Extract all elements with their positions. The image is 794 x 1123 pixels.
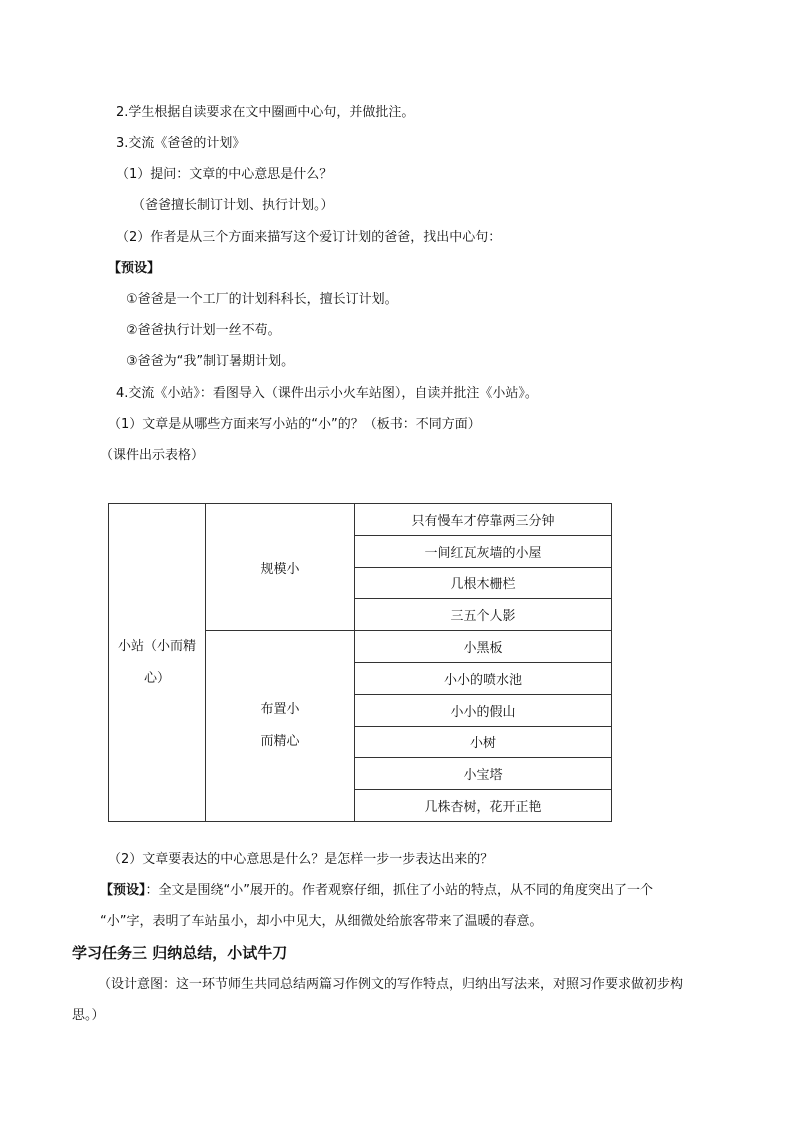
preset-2 — [100, 881, 653, 901]
preset-item-3: ③爸爸为“我”制订暑期计划。 — [126, 354, 295, 369]
paragraph-step-3: 3.交流《爸爸的计划》 — [116, 136, 246, 151]
design-intent-line-2: 思。） — [72, 1008, 105, 1023]
table-cell: 只有慢车才停靠两三分钟 — [355, 504, 612, 536]
table-cell: 小树 — [355, 726, 612, 758]
group2-line-1: 布置小 — [260, 702, 300, 718]
root-line-2: 心） — [143, 670, 170, 686]
group-scale-cell: 规模小 — [206, 504, 355, 631]
design-intent-line-1: （设计意图：这一环节师生共同总结两篇习作例文的写作特点，归纳出写法来，对照习作要求做初步构 — [98, 977, 684, 992]
group-layout-cell — [206, 631, 355, 822]
table-cell: 一间红瓦灰墙的小屋 — [355, 535, 612, 567]
question-1: （1）提问：文章的中心意思是什么？ — [116, 167, 333, 182]
preset-2-label: 【预设】 — [100, 883, 146, 898]
table-cell: 三五个人影 — [355, 599, 612, 631]
preset-item-1: ①爸爸是一个工厂的计划科科长，擅长订计划。 — [126, 292, 398, 307]
question-2: （2）作者是从三个方面来描写这个爱订计划的爸爸，找出中心句： — [116, 230, 502, 245]
question-4: （2）文章要表达的中心意思是什么？是怎样一步一步表达出来的？ — [108, 852, 494, 867]
answer-1: （爸爸擅长制订计划、执行计划。） — [132, 198, 334, 213]
table-cell: 小小的喷水池 — [355, 662, 612, 694]
section-heading-task-3: 学习任务三 归纳总结，小试牛刀 — [72, 944, 288, 962]
table-cell: 小黑板 — [355, 631, 612, 663]
table-root-cell — [109, 504, 206, 822]
xiaozhan-table — [108, 503, 612, 822]
preset-2-continuation: “小”字，表明了车站虽小，却小中见大，从细微处给旅客带来了温暖的春意。 — [100, 914, 543, 929]
preset-item-2: ②爸爸执行计划一丝不苟。 — [126, 323, 281, 338]
table-cell: 几根木栅栏 — [355, 567, 612, 599]
question-3: （1）文章是从哪些方面来写小站的“小”的？（板书：不同方面） — [108, 417, 481, 432]
root-line-1: 小站（小而精 — [117, 638, 196, 654]
courseware-note: （课件出示表格） — [100, 448, 205, 463]
table-cell: 几株杏树，花开正艳 — [355, 790, 612, 822]
table-cell: 小宝塔 — [355, 758, 612, 790]
table-cell: 小小的假山 — [355, 694, 612, 726]
paragraph-step-4: 4.交流《小站》：看图导入（课件出示小火车站图），自读并批注《小站》。 — [116, 386, 538, 401]
group2-line-2: 而精心 — [260, 734, 300, 750]
paragraph-step-2: 2.学生根据自读要求在文中圈画中心句，并做批注。 — [116, 105, 415, 120]
preset-2-text: ：全文是围绕“小”展开的。作者观察仔细，抓住了小站的特点，从不同的角度突出了一个 — [145, 883, 653, 898]
preset-label: 【预设】 — [108, 261, 161, 276]
